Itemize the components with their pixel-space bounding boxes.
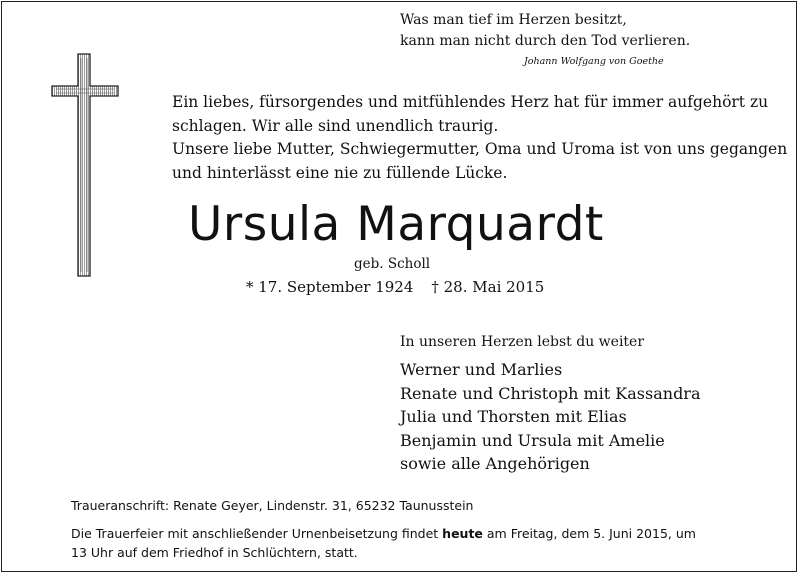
- ceremony-text: Die Trauerfeier mit anschließender Urnenbeisetzung findet: [71, 526, 443, 541]
- ceremony-info: [71, 525, 696, 562]
- quote-line-2: kann man nicht durch den Tod verlieren.: [400, 33, 691, 49]
- ceremony-highlight: heute: [442, 526, 483, 541]
- family-list: [400, 358, 701, 476]
- family-member: Renate und Christoph mit Kassandra: [400, 383, 701, 403]
- family-tagline: In unseren Herzen lebst du weiter: [400, 334, 645, 350]
- family-member: Benjamin und Ursula mit Amelie: [400, 430, 665, 450]
- cross-icon: [50, 50, 120, 280]
- mourning-address: Traueranschrift: Renate Geyer, Lindenstr. 31, 65232 Taunusstein: [71, 498, 474, 513]
- deceased-name: Ursula Marquardt: [188, 197, 604, 252]
- ceremony-line-1: [71, 525, 696, 544]
- death-date: † 28. Mai 2015: [431, 278, 545, 296]
- intro-line: schlagen. Wir alle sind unendlich traurig.: [172, 116, 499, 135]
- life-dates: [246, 278, 544, 296]
- intro-paragraph: [172, 91, 787, 185]
- intro-line: Ein liebes, fürsorgendes und mitfühlendes Herz hat für immer aufgehört zu: [172, 93, 769, 111]
- birth-date: * 17. September 1924: [246, 278, 414, 296]
- ceremony-line-2: 13 Uhr auf dem Friedhof in Schlüchtern, statt.: [71, 544, 358, 560]
- quote-line-1: Was man tief im Herzen besitzt,: [400, 12, 627, 28]
- quote-author: Johann Wolfgang von Goethe: [524, 56, 664, 67]
- ceremony-text: am Freitag, dem 5. Juni 2015, um: [482, 526, 696, 541]
- intro-line: und hinterlässt eine nie zu füllende Lücke.: [172, 163, 508, 182]
- family-member: sowie alle Angehörigen: [400, 454, 590, 473]
- intro-line: Unsere liebe Mutter, Schwiegermutter, Oma und Uroma ist von uns gegangen: [172, 140, 788, 158]
- family-member: Werner und Marlies: [400, 360, 563, 379]
- family-member: Julia und Thorsten mit Elias: [400, 407, 627, 426]
- maiden-name: geb. Scholl: [354, 256, 431, 272]
